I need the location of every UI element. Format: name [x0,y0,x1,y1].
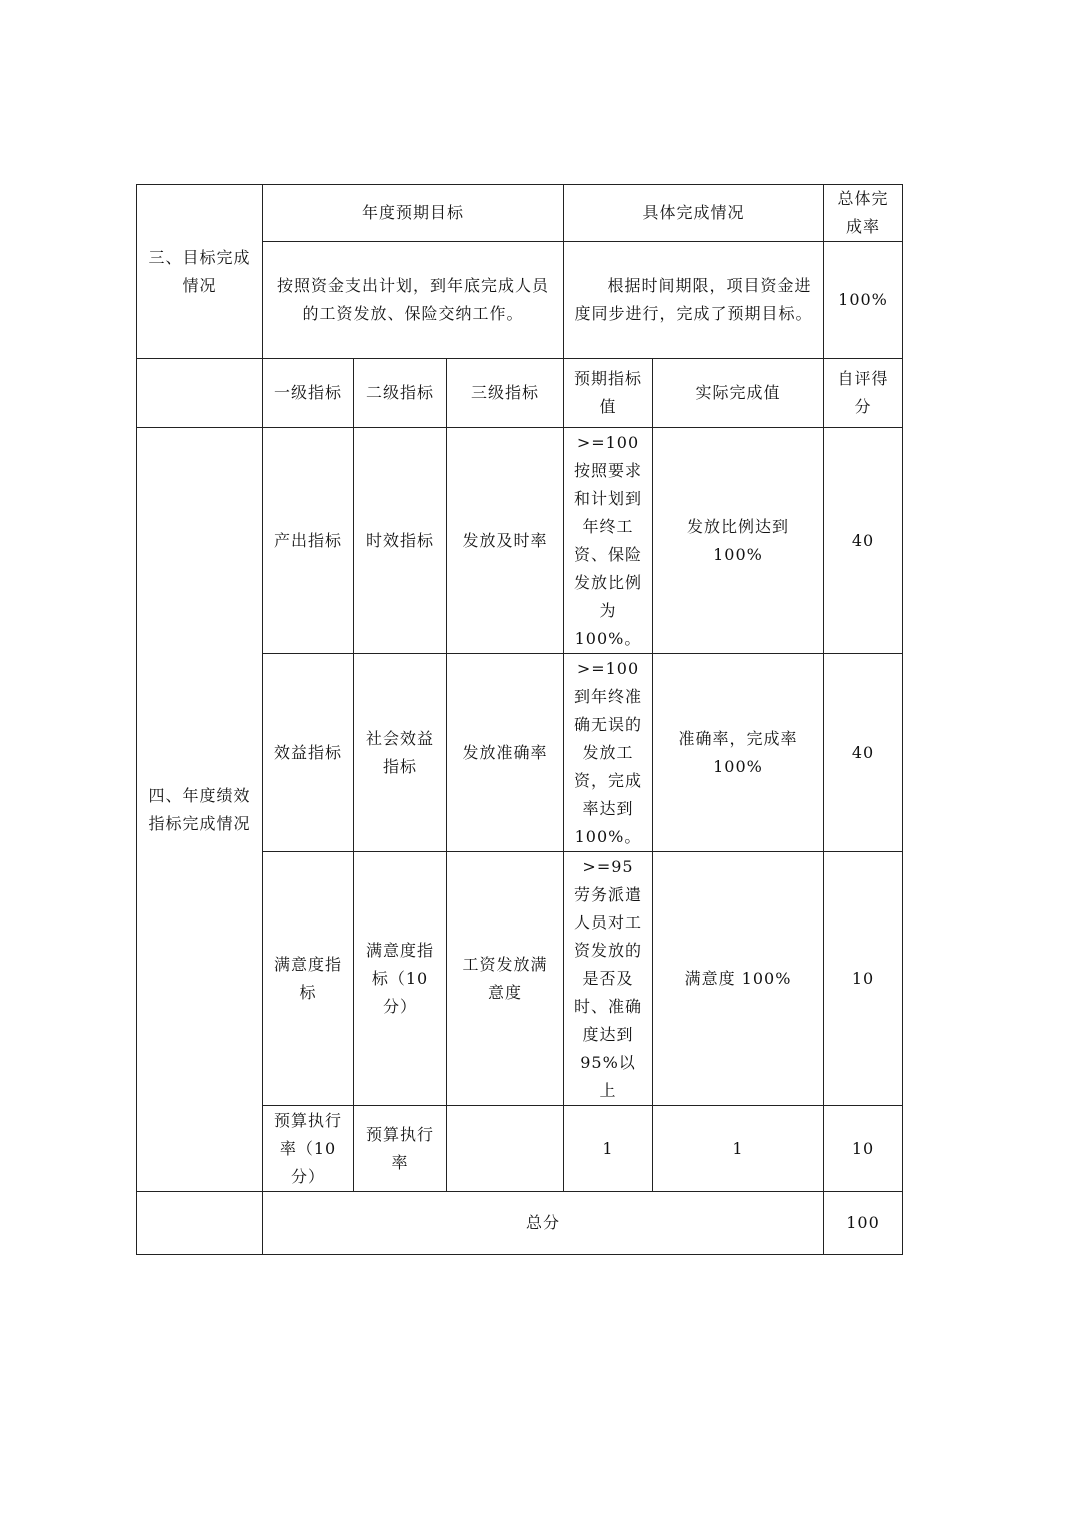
level2-indicator: 预算执行率 [354,1106,447,1192]
actual-status-text: 根据时间期限，项目资金进度同步进行，完成了预期目标。 [564,242,824,359]
self-score: 10 [824,852,903,1106]
expected-goal-text: 按照资金支出计划，到年底完成人员的工资发放、保险交纳工作。 [263,242,564,359]
blank-cell [137,359,263,428]
level3-indicator: 发放准确率 [447,654,564,852]
header-expected-value: 预期指标值 [564,359,653,428]
level3-indicator: 工资发放满意度 [447,852,564,1106]
self-score: 10 [824,1106,903,1192]
section3-title: 三、目标完成情况 [137,185,263,359]
header-expected-goal: 年度预期目标 [263,185,564,242]
expected-value: 1 [564,1106,653,1192]
indicator-row [137,428,903,654]
performance-table [136,184,903,1255]
section3-header-row [137,185,903,242]
header-self-score: 自评得分 [824,359,903,428]
section4-title: 四、年度绩效指标完成情况 [137,428,263,1192]
level3-indicator [447,1106,564,1192]
actual-value: 准确率，完成率100% [653,654,824,852]
indicator-header-row [137,359,903,428]
level2-indicator: 满意度指标（10分） [354,852,447,1106]
actual-value: 满意度 100% [653,852,824,1106]
total-label: 总分 [263,1192,824,1255]
total-row [137,1192,903,1255]
header-actual-status: 具体完成情况 [564,185,824,242]
header-actual-value: 实际完成值 [653,359,824,428]
level2-indicator: 时效指标 [354,428,447,654]
header-level1: 一级指标 [263,359,354,428]
self-score: 40 [824,654,903,852]
actual-value: 1 [653,1106,824,1192]
self-score: 40 [824,428,903,654]
overall-rate-value: 100% [824,242,903,359]
total-value: 100 [824,1192,903,1255]
level2-indicator: 社会效益指标 [354,654,447,852]
blank-cell [137,1192,263,1255]
level3-indicator: 发放及时率 [447,428,564,654]
level1-indicator: 预算执行率（10分） [263,1106,354,1192]
expected-value: >=95 劳务派遣人员对工资发放的是否及时、准确度达到 95%以上 [564,852,653,1106]
level1-indicator: 效益指标 [263,654,354,852]
level1-indicator: 满意度指标 [263,852,354,1106]
header-level2: 二级指标 [354,359,447,428]
expected-value: >=100 按照要求和计划到年终工资、保险发放比例为100%。 [564,428,653,654]
actual-value: 发放比例达到 100% [653,428,824,654]
header-level3: 三级指标 [447,359,564,428]
level1-indicator: 产出指标 [263,428,354,654]
expected-value: >=100 到年终准确无误的发放工资，完成率达到 100%。 [564,654,653,852]
header-overall-rate: 总体完成率 [824,185,903,242]
